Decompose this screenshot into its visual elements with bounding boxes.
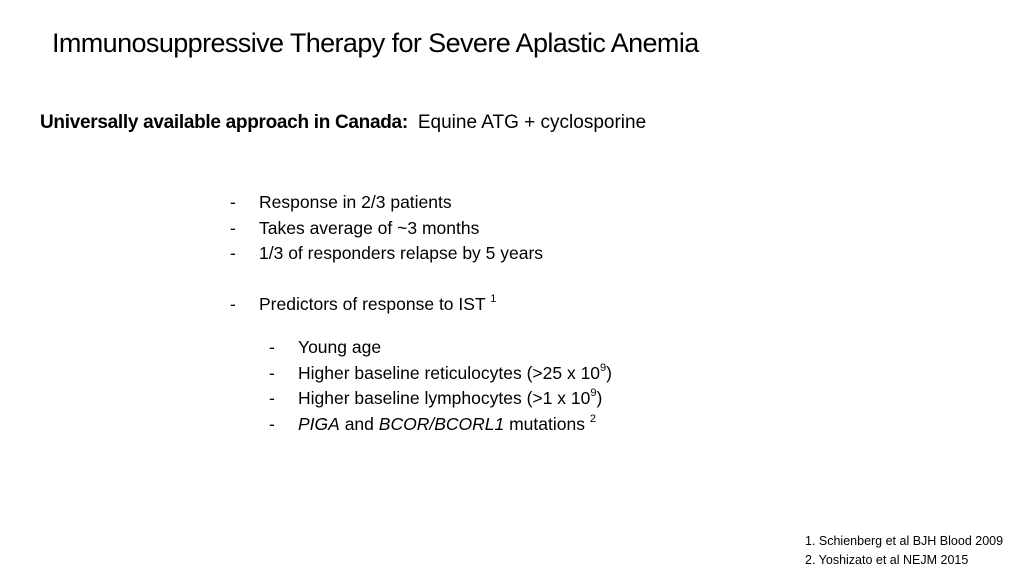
bullet-dash: - [269,337,275,357]
predictors-label: Predictors of response to IST [259,294,486,314]
approach-line [40,112,646,134]
reference-superscript: 2 [589,412,596,425]
bullet-dash: - [230,217,236,238]
sub-bullet-text [298,361,612,387]
list-item [269,361,612,387]
reference-superscript: 1 [490,293,497,306]
gene-bcor: BCOR/BCORL1 [378,413,505,434]
reference-item: 2. Yoshizato et al NEJM 2015 [805,553,969,567]
list-item [230,216,543,242]
predictors-sub-list [269,335,612,437]
bullet-text: Takes average of ~3 months [259,217,480,238]
list-item [230,241,543,267]
predictors-text [259,292,496,318]
bullet-dash: - [230,243,236,263]
reticulocytes-text: Higher baseline reticulocytes (>25 x 10 [298,362,601,383]
bullet-dash: - [269,388,275,408]
exponent: 9 [590,387,597,400]
predictors-heading [230,292,496,318]
bullet-text: Response in 2/3 patients [259,192,452,212]
list-item [230,190,543,216]
sub-bullet-text: Young age [298,337,382,357]
bullet-dash: - [230,294,236,314]
gene-piga: PIGA [298,413,340,434]
approach-label: Universally available approach in Canada: [40,112,408,133]
exponent: 9 [600,361,607,374]
and-word: and [344,413,374,434]
reference-item: 1. Schienberg et al BJH Blood 2009 [805,534,1004,548]
list-item [230,292,496,318]
bullet-dash: - [269,413,275,434]
approach-text: Equine ATG + cyclosporine [417,112,647,133]
main-bullet-list [230,190,543,267]
list-item [269,412,612,438]
sub-bullet-text [298,386,602,412]
closing-paren: ) [596,388,603,408]
lymphocytes-text: Higher baseline lymphocytes (>1 x 10 [298,388,591,408]
references [805,532,1003,570]
bullet-text: 1/3 of responders relapse by 5 years [259,243,544,263]
bullet-dash: - [230,192,236,212]
bullet-dash: - [269,362,275,383]
list-item [269,335,612,361]
closing-paren: ) [606,362,612,383]
slide-title: Immunosuppressive Therapy for Severe Aplastic Anemia [52,28,699,58]
sub-bullet-text [298,412,596,438]
list-item [269,386,612,412]
mutations-word: mutations [509,413,585,434]
